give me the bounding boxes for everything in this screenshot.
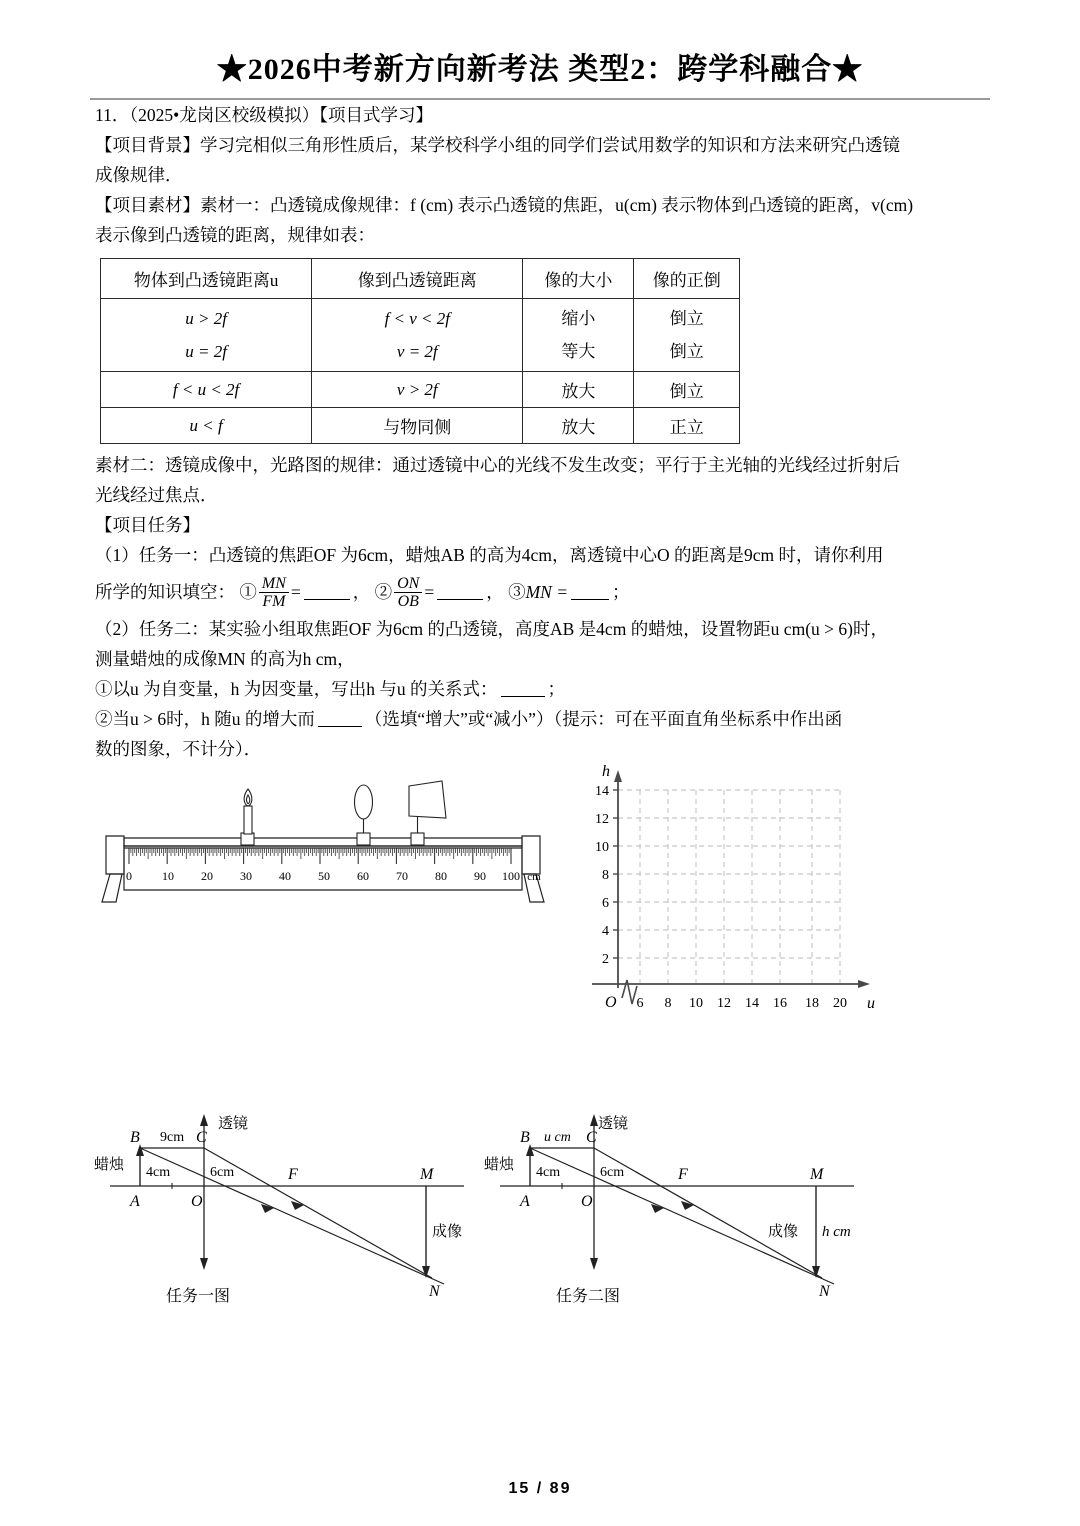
answer-blank-1[interactable] — [304, 584, 350, 600]
ray-diagram-2 — [482, 1096, 882, 1331]
origin-label: O — [605, 994, 617, 1011]
label-object-height: 4cm — [536, 1165, 561, 1180]
fraction-denominator: FM — [259, 592, 289, 610]
ruler-unit-label: cm — [527, 871, 541, 883]
table-row — [101, 372, 740, 408]
x-tick-8: 8 — [664, 996, 672, 1011]
label-O: O — [191, 1193, 203, 1210]
material-label: 【项目素材】 — [95, 195, 200, 215]
ray1-arrowhead — [291, 1201, 304, 1210]
label-O: O — [581, 1193, 593, 1210]
x-tick-16: 16 — [773, 996, 787, 1011]
y-tick-4: 4 — [602, 924, 609, 939]
task2-sub1-end: ； — [547, 679, 565, 699]
task1-marker-1: ① — [239, 582, 257, 602]
label-image: 成像 — [768, 1224, 799, 1240]
table-row — [101, 408, 740, 444]
problem-content — [95, 100, 990, 764]
project-material-line1 — [95, 190, 990, 220]
y-tick-14: 14 — [595, 784, 609, 799]
equals-sign: = — [424, 582, 435, 602]
ruler-label-100: 100 — [502, 869, 520, 883]
ruler-label-0: 0 — [126, 869, 132, 883]
label-candle: 蜡烛 — [94, 1157, 125, 1173]
ruler-label-20: 20 — [201, 869, 213, 883]
x-axis-tick-labels — [637, 996, 848, 1011]
cell-text: 倒立 — [669, 342, 704, 361]
label-B: B — [520, 1129, 530, 1146]
fraction-on-ob — [394, 575, 422, 611]
background-label: 【项目背景】 — [95, 135, 200, 155]
caption-diagram-2: 任务二图 — [556, 1288, 621, 1305]
candle-icon — [244, 789, 252, 834]
x-tick-6: 6 — [636, 996, 644, 1011]
table-header-row — [101, 259, 740, 299]
cell-text: v = 2f — [396, 342, 438, 361]
task1-marker-3: ③ — [508, 582, 526, 602]
label-focal-length: 6cm — [600, 1165, 625, 1180]
ray-diagram-1 — [92, 1096, 492, 1331]
label-image-height: h cm — [822, 1224, 851, 1240]
lens-axis-arrow-up — [200, 1114, 208, 1126]
x-axis-arrow — [858, 980, 870, 988]
x-tick-10: 10 — [689, 996, 703, 1011]
page-footer — [0, 1480, 1080, 1498]
task1-line1: （1）任务一：凸透镜的焦距OF 为6cm，蜡烛AB 的高为4cm，离透镜中心O 的距离是9cm 时，请你利用 — [95, 545, 884, 565]
y-tick-12: 12 — [595, 812, 609, 827]
ruler-label-60: 60 — [357, 869, 369, 883]
table-row — [101, 299, 740, 372]
lens-holder — [357, 833, 370, 845]
label-focal-length: 6cm — [210, 1165, 235, 1180]
comma-1: ， — [352, 582, 371, 602]
y-tick-6: 6 — [602, 896, 609, 911]
x-tick-12: 12 — [717, 996, 731, 1011]
project-background-line1 — [95, 130, 990, 160]
ruler-label-40: 40 — [279, 869, 291, 883]
candle-holder — [241, 833, 254, 845]
answer-blank-5[interactable] — [318, 711, 362, 727]
hu-chart-svg — [572, 758, 882, 1028]
ruler-label-80: 80 — [435, 869, 447, 883]
ray-diagrams-row — [0, 1096, 1080, 1346]
ray-diagram-1-svg — [92, 1096, 492, 1326]
task1-marker-2: ② — [374, 582, 393, 602]
chart-gridlines — [618, 790, 840, 988]
cell-v-group3: 与物同侧 — [312, 408, 523, 444]
label-N: N — [819, 1283, 830, 1300]
ruler-label-70: 70 — [396, 869, 408, 883]
y-axis-arrow — [614, 770, 622, 782]
cell-v-group2: v > 2f — [312, 372, 523, 408]
bench-left-post — [106, 836, 124, 874]
x-tick-18: 18 — [805, 996, 819, 1011]
project-background-line2: 成像规律． — [95, 165, 183, 185]
cell-text: u > 2f — [185, 309, 227, 328]
task2-sub3: 数的图象，不计分）． — [95, 739, 262, 759]
page-title: ★2026中考新方向新考法 类型2：跨学科融合★ — [216, 53, 864, 86]
bench-left-base — [102, 874, 122, 902]
optical-bench-svg — [98, 778, 548, 928]
cell-size-group3: 放大 — [523, 408, 634, 444]
chart-axes — [592, 778, 862, 988]
footer-separator: / — [536, 1480, 544, 1497]
cell-orientation-group3: 正立 — [634, 408, 740, 444]
label-A: A — [520, 1193, 530, 1210]
bench-ruler-body — [124, 846, 522, 890]
label-candle: 蜡烛 — [484, 1157, 515, 1173]
lens-axis-arrow-down — [200, 1258, 208, 1270]
coordinate-grid-figure — [572, 758, 882, 1033]
fraction-numerator: MN — [261, 575, 286, 593]
task2-sub1-text: ①以u 为自变量，h 为因变量，写出h 与u 的关系式： — [95, 679, 498, 699]
cell-text: 倒立 — [669, 309, 704, 328]
y-tick-2: 2 — [602, 952, 609, 967]
cell-u-group3: u < f — [101, 408, 312, 444]
footer-page-number: 15 — [508, 1480, 531, 1497]
x-tick-20: 20 — [833, 996, 847, 1011]
y-tick-8: 8 — [602, 868, 609, 883]
cell-u-group1 — [101, 299, 312, 372]
comma-2: ， — [486, 582, 504, 602]
table-header-cell-orientation: 像的正倒 — [634, 259, 740, 299]
ray-diagram-2-svg — [482, 1096, 882, 1326]
tasks-heading: 【项目任务】 — [95, 515, 200, 535]
cell-size-group1 — [523, 299, 634, 372]
lens-axis-arrow-up — [590, 1114, 598, 1126]
label-object-height: 4cm — [146, 1165, 171, 1180]
ray-parallel-refracted — [594, 1148, 822, 1278]
bench-right-post — [522, 836, 540, 874]
equals-sign: = — [290, 582, 301, 602]
label-F: F — [678, 1166, 688, 1183]
table-header-cell-u: 物体到凸透镜距离u — [101, 259, 312, 299]
label-lens: 透镜 — [218, 1116, 249, 1132]
task2-line2: 测量蜡烛的成像MN 的高为h cm， — [95, 649, 355, 669]
cell-u-group2: f < u < 2f — [101, 372, 312, 408]
y-axis-tick-labels — [595, 784, 609, 967]
caption-diagram-1: 任务一图 — [166, 1288, 231, 1305]
ray-parallel-refracted — [204, 1148, 432, 1278]
material-two-line1: 素材二：透镜成像中，光路图的规律：通过透镜中心的光线不发生改变；平行于主光轴的光线经过折射后 — [95, 455, 900, 475]
ray1-arrowhead — [681, 1201, 694, 1210]
task2-sub2-text-b: （选填“增大”或“减小”）（提示：可在平面直角坐标系中作出函 — [364, 709, 843, 729]
material-one-text: 素材一：凸透镜成像规律：f (cm) 表示凸透镜的焦距，u(cm) 表示物体到凸透镜的距离，v(cm) — [200, 195, 914, 215]
task1-fill-prefix: 所学的知识填空： — [95, 582, 235, 602]
optical-bench-figure — [98, 778, 548, 933]
task2-sub2-text-a: ②当u > 6时，h 随u 的增大而 — [95, 709, 315, 729]
label-A: A — [130, 1193, 140, 1210]
answer-blank-2[interactable] — [437, 584, 483, 600]
cell-size-group2: 放大 — [523, 372, 634, 408]
bench-rail — [124, 838, 522, 846]
ruler-label-50: 50 — [318, 869, 330, 883]
label-M: M — [420, 1166, 434, 1183]
task2-sub1 — [95, 674, 990, 704]
ruler-label-10: 10 — [162, 869, 174, 883]
cell-orientation-group1 — [634, 299, 740, 372]
label-C: C — [196, 1129, 207, 1146]
answer-blank-4[interactable] — [501, 681, 545, 697]
lens-rules-table — [100, 258, 740, 444]
task2-sub2 — [95, 704, 990, 734]
label-M: M — [810, 1166, 824, 1183]
task2-line1: （2）任务二：某实验小组取焦距OF 为6cm 的凸透镜，高度AB 是4cm 的蜡烛，设置物距u cm(u > 6)时， — [95, 619, 888, 639]
screen-icon — [409, 781, 446, 833]
figures-row — [0, 763, 1080, 1068]
cell-text: 缩小 — [561, 309, 596, 328]
project-material-line2: 表示像到凸透镜的距离，规律如表： — [95, 225, 375, 245]
label-B: B — [130, 1129, 140, 1146]
material-two-line2: 光线经过焦点． — [95, 485, 218, 505]
task1-line2 — [95, 570, 990, 614]
label-N: N — [429, 1283, 440, 1300]
screen-holder — [411, 833, 424, 845]
ruler-label-30: 30 — [240, 869, 252, 883]
x-axis-label: u — [867, 995, 875, 1012]
footer-total-pages: 89 — [549, 1480, 572, 1497]
cell-v-group1 — [312, 299, 523, 372]
y-tick-10: 10 — [595, 840, 609, 855]
ruler-number-labels — [126, 869, 541, 883]
fraction-denominator: OB — [394, 592, 422, 610]
label-F: F — [288, 1166, 298, 1183]
semicolon-1: ； — [612, 582, 630, 602]
label-image: 成像 — [432, 1224, 463, 1240]
lens-axis-arrow-down — [590, 1258, 598, 1270]
table-header-cell-size: 像的大小 — [523, 259, 634, 299]
ruler-label-90: 90 — [474, 869, 486, 883]
label-lens: 透镜 — [598, 1116, 629, 1132]
convex-lens-icon — [355, 785, 373, 833]
cell-text: f < v < 2f — [384, 309, 450, 328]
background-text: 学习完相似三角形性质后，某学校科学小组的同学们尝试用数学的知识和方法来研究凸透镜 — [200, 135, 900, 155]
y-axis-label: h — [602, 763, 610, 780]
cell-text: 等大 — [561, 342, 596, 361]
fraction-numerator: ON — [397, 575, 420, 593]
cell-orientation-group2: 倒立 — [634, 372, 740, 408]
label-C: C — [586, 1129, 597, 1146]
label-object-distance: u cm — [544, 1130, 571, 1145]
fraction-mn-fm — [259, 575, 289, 611]
page-header — [0, 0, 1080, 88]
cell-text: u = 2f — [185, 342, 227, 361]
answer-blank-3[interactable] — [571, 584, 609, 600]
problem-number-line: 11．（2025•龙岗区校级模拟）【项目式学习】 — [95, 105, 433, 125]
expression-mn: MN = — [525, 582, 569, 602]
label-object-distance: 9cm — [160, 1130, 185, 1145]
table-header-cell-v: 像到凸透镜距离 — [312, 259, 523, 299]
x-tick-14: 14 — [745, 996, 759, 1011]
